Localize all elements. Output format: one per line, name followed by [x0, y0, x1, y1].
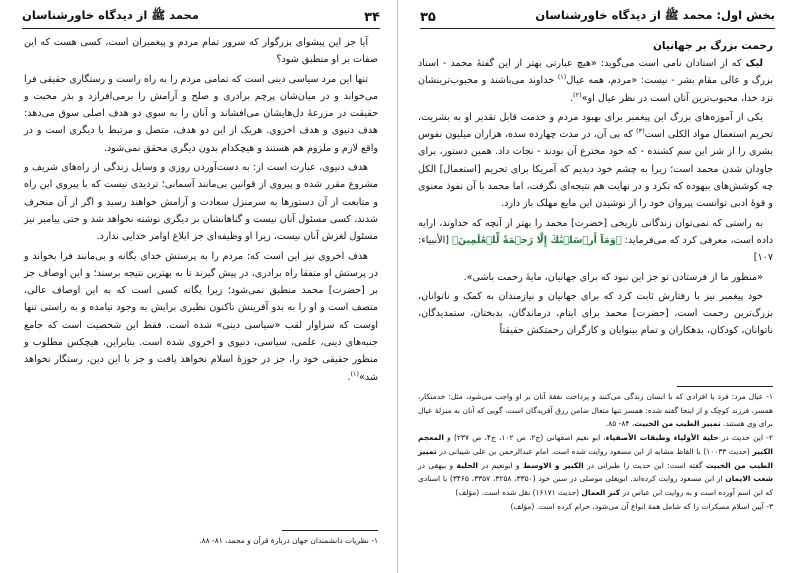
- right-paragraph-1-end: .: [569, 92, 574, 104]
- right-paragraph-3-text: به راستی که نمی‌توان زندگانی تاریخی [حضرت] محمد را بهتر از آنچه که خداوند، ارایه داده است، معرفی کرد که می‌فرماید:: [418, 217, 773, 246]
- footnote-2-source: الحلیة: [456, 460, 478, 470]
- right-footnotes: [418, 390, 773, 513]
- left-page-header: [22, 7, 380, 29]
- right-footnote-2: [418, 431, 773, 500]
- footnote-2-source: شعب الایمان: [725, 474, 773, 484]
- right-page-header: [420, 7, 775, 29]
- left-paragraph-2: تنها این مرد سیاسی دینی است که تمامی مردم را به راه راست و رستگاری حقیقی فرا می‌خواند و در میان‌شان پرچم برادری و صلح و آرامش را برمی‌افرازد و بذر محبت و حقیقت در مزرعهٔ دل‌هایشان می‌افشاند و آنان را به سوی دو هدف اصلی سوق می‌دهد: هدف دنیوی و هدف اخروی. هریک از این دو هدف، متصل و مرتبط با دیگری است و در واقع لازم و ملزوم هم هستند و هیچکدام بدون دیگری محقق نمی‌شود.: [24, 73, 378, 154]
- footnote-1-tail: ، ۸۴- ۸۵.: [605, 419, 635, 429]
- footnote-divider: [282, 530, 378, 531]
- footnote-2-part: ۲- این حدیث در: [718, 433, 773, 443]
- footnote-2-part: ، ابو نعیم اصفهانی (ج۲، ص ۱۰۲، ج۴، ص ۲۳۷) و: [443, 433, 606, 443]
- author-name: لیک: [745, 58, 763, 69]
- right-paragraph-2-b: که بی آن، در مدت چهارده سده، هزاران میلیون نفوس بشری را از شر این سم کشنده - که خود مخترع آن بودند - نجات داد. همین دستور، برای جاودان شدن محمد است؛ زیرا به چشم خود دیدیم که آمریکا برای تحریم [استعمال] الکل چه کوشش‌های بیهوده که نکرد و در نهایت هم نتیجه‌ای نگرفت، اما محمد با آن نفوذ معنوی و قوهٔ ادبی توانست پیروان خود را از نوشیدن این مایع مهلک باز دارد.: [418, 129, 773, 210]
- footnote-2-part: و بیهقی در: [418, 460, 457, 470]
- left-page-body: [24, 34, 378, 388]
- footnote-1-source: تمییز الطیب من الخبیث: [634, 419, 721, 429]
- left-paragraph-4: [24, 248, 378, 386]
- right-section-label: بخش اول: محمد ﷺ از دیدگاه خاورشناسان: [535, 8, 775, 22]
- right-footnote-1: [418, 390, 773, 431]
- footnote-2-part: و ابونعیم در: [478, 460, 524, 470]
- left-paragraph-4-end: .: [347, 371, 351, 383]
- verse-reference: [الأنبیاء: ۱۰۷]: [418, 234, 773, 264]
- right-paragraph-1-mid: خداوند می‌باشند و محبوب‌ترینشان نزد خدا، محبوب‌ترین آنان است در نظر عیال او»: [418, 75, 773, 104]
- footnote-marker: (۲): [573, 90, 582, 99]
- footnote-divider: [677, 386, 773, 387]
- right-paragraph-1: [418, 55, 773, 107]
- right-page-number: ۳۵: [420, 10, 436, 25]
- left-footnote-1: ۱- نظریات دانشمندان جهان دربارهٔ قرآن و محمد، ۸۱- ۸۸.: [199, 536, 378, 545]
- right-paragraph-2-a: یکی از آموزه‌های بزرگ این پیغمبر برای بهبود مردم و خدمت قابل تقدیر او به بشریت، تحریم استعمال مواد الکلی است: [418, 111, 774, 141]
- footnote-2-part: از ابن مسعود روایت کرده‌اند. ابویعلی موصلی در سنن خود (۳۳۵۰، ۳۲۵۸، ۳۳۵۷، ۳۴۶۵) با اسنادی که ابن اسم آورده است و به روایت ابن عباس در: [418, 474, 773, 497]
- footnote-2-part: گفته است: این حدیث را طبرانی در: [583, 460, 706, 470]
- right-paragraph-1-text: که از استادان نامی است می‌گوید: «هیچ عبارتی بهتر از این گفتهٔ محمد - استاد بزرگ و عالی مقام بشر - نیست: «مردم، همه عیال: [418, 58, 773, 87]
- right-paragraph-5: خود پیغمبر نیز با رفتارش ثابت کرد که برای جهانیان و نیازمندان به کمک و ناتوانان، بزرگ‌ترین رحمت است، [حضرت] محمد برای ایتام، درماندگان، بدبختان، ستمدیدگان، ناتوانان، کودکان، بدهکاران و تمام بینوایان و کارگران رحمتکش حقیقتاً: [418, 290, 773, 337]
- right-paragraph-2: [418, 109, 773, 213]
- footnote-2-part: (حدیث ۱۶۱۷۱) نقل شده است. (مؤلف): [455, 487, 582, 497]
- left-paragraph-3: هدف دنیوی، عبارت است از: به دست‌آوردن روزی و وسایل زندگی از راه‌های شریف و مشروع مقرر شده و پیروی از قوانین بی‌مانند آسمانی؛ تردیدی نیست که با پیروی این راه و متابعت از آن دستورها به سرمنزل سعادت و آرامش خواهند رسید و اگر از آن منحرف شدند، کسی مسئول آنان نیست و گناهانشان بر دیگری نوشته نخواهد شد و حتی پیامبر نیز مسئول لغزش آنان نیست، زیرا او وظیفه‌ای جز ابلاغ اوامر خدایی ندارد.: [24, 162, 378, 243]
- footnote-1-text: ۱- عیال مرد: فرد یا افرادی که با انسان زندگی می‌کنند و پرداخت نفقهٔ آنان بر او واجب می‌شود، مثل: خدمتکار، همسر، فرزند کوچک و از اینجا گفته شده: همسر تنها متعال ضامن رزق آفریدگان است، گویی که آنان به منزلهٔ عیال برای وی هستند.: [418, 392, 773, 429]
- right-page-body: [418, 38, 773, 342]
- footnote-2-source: المعجم الکبیر: [418, 433, 773, 456]
- footnote-marker: (۱): [350, 369, 360, 378]
- section-title: رحمت بزرگ بر جهانیان: [652, 40, 773, 52]
- footnote-2-part: (حدیث ۱۰۰۳۳) با الفاظ مشابه از ابن مسعود روایت شده است. امام عبدالرحمن بن علی شیبانی در: [436, 446, 753, 456]
- left-paragraph-4-text: هدف اخروی نیز این است که: مردم را به پرستش خدای یگانه و بی‌مانند فرا بخواند و در پرستش او متفقا راه برادری، در پیش گیرند تا به بهترین نتیجه برسند؛ و این اوصاف جز بر [حضرت] محمد منطبق نمی‌شود؛ زیرا یگانه کسی است که به این اوصاف عالی، متصف است و او را به بدو آفرینش تاکنون نظیری برایش به وجود نیامده و به راستی تنها اوست که سزاوار لقب «سیاسی دینی» شده است. فقط این شخصیت است که جامع جنبه‌های دینی، علمی، سیاسی، دنیوی و اخروی شده است. بنابراین، هیچکس مطلوب و منظور حقیقی خود را، جز در حوزهٔ اسلام نخواهد یافت و جز با این دین، رستگار نخواهد شد»: [24, 250, 378, 383]
- right-paragraph-4: «منظور ما از فرستادن تو جز این نبود که برای جهانیان، مایهٔ رحمت باشی».: [463, 271, 763, 283]
- left-page-number: ۳۴: [364, 10, 380, 25]
- quran-verse: ﴿وَمَآ أَرۡسَلۡنَٰكَ إِلَّا رَحۡمَةٗ لِّلۡعَٰلَمِينَ﴾: [452, 234, 622, 246]
- footnote-marker: (۱): [557, 73, 567, 82]
- left-paragraph-1: آیا جز این پیشوای بزرگوار که سرور تمام مردم و پیغمبران است، کسی هست که این صفات بر او منطبق شود؟: [24, 37, 378, 66]
- right-footnote-3: ۳- آیین اسلام مسکرات را که شامل همهٔ انواع آن می‌شود، حرام کرده است. (مؤلف): [510, 501, 773, 511]
- footnote-2-source: حلیة الأولیاء وطبقات الأصفیاء: [605, 433, 719, 443]
- footnote-2-source: الکبیر و الاوسط: [523, 460, 584, 470]
- right-paragraph-3: [418, 215, 773, 267]
- left-running-title: محمد ﷺ از دیدگاه خاورشناسان: [22, 8, 200, 22]
- footnote-marker: (۳): [636, 127, 645, 135]
- footnote-2-source: کنز العمال: [581, 487, 621, 497]
- right-page: [398, 0, 793, 573]
- footnote-2-source: تمییز الطیب من الخبیث: [418, 446, 773, 470]
- left-footnotes: [24, 534, 378, 548]
